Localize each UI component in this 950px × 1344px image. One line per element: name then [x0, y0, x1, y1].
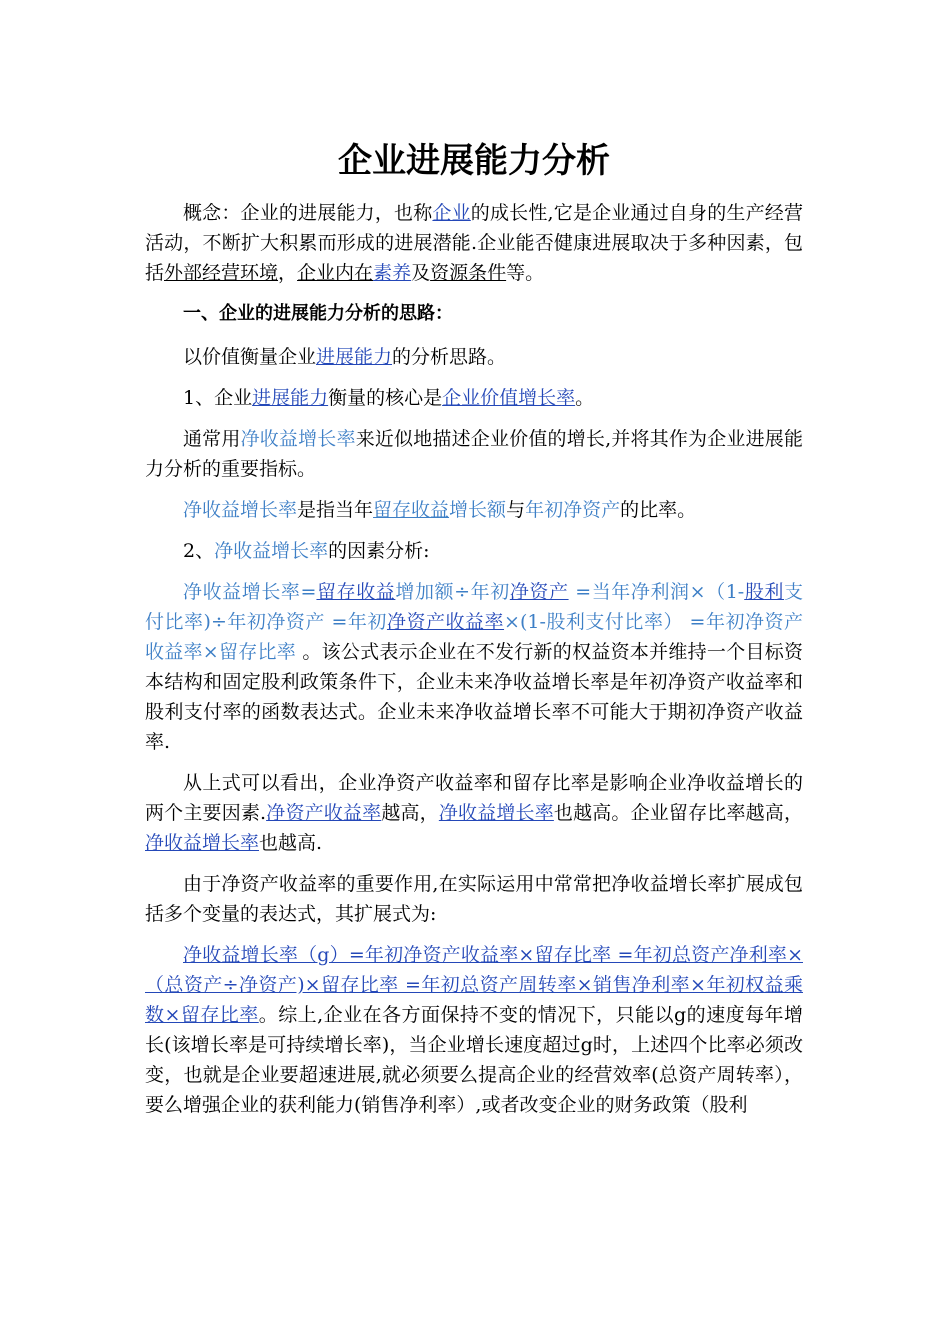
section-heading: 一、企业的进展能力分析的思路： [183, 303, 453, 324]
link-development-ability[interactable]: 进展能力 [252, 387, 329, 409]
term-increase: 增长额 [449, 499, 507, 521]
paragraph-point-1 [145, 383, 803, 413]
link-retained-earnings[interactable]: 留存收益 [373, 499, 450, 521]
text: 。 [575, 387, 595, 409]
formula-text: 净收益增长率= [183, 581, 317, 603]
paragraph-formula [145, 577, 803, 757]
link-dividend[interactable]: 股利 [744, 581, 784, 603]
link-retained-earnings[interactable]: 留存收益 [316, 581, 396, 603]
paragraph-approach [145, 342, 803, 372]
link-development-ability[interactable]: 进展能力 [316, 346, 393, 368]
link-expanded-formula[interactable]: 净收益增长率（g）=年初净资产收益率×留存比率 =年初总资产净利率×（总资产÷净资产)×留存比率 =年初总资产周转率×销售净利率×年初权益乘数×留存比率 [145, 944, 803, 1026]
paragraph-point-2 [145, 536, 803, 566]
formula-text: 支付比率)÷年初净资产 =年初 [145, 581, 804, 633]
text: 也越高. [259, 832, 323, 854]
text: 也越高。企业留存比率越高， [553, 802, 803, 824]
concept-paragraph [145, 198, 803, 288]
text: 以价值衡量企业 [183, 346, 317, 368]
link-internal[interactable]: 企业内在 [297, 262, 374, 284]
text: 从上式可以看出，企业净资产收益率和留存比率是影响企业净收益增长的两个主要因素. [145, 772, 803, 824]
text: 2、 [183, 540, 215, 562]
formula-text: ×(1-股利支付比率） =年初净资产收益率×留存比率 [145, 611, 803, 663]
text: 的比率。 [620, 499, 697, 521]
link-external-environment[interactable]: 外部经营环境 [164, 262, 279, 284]
link-roe[interactable]: 净资产收益率 [386, 611, 505, 633]
text: 衡量的核心是 [328, 387, 443, 409]
term-net-income-growth: 净收益增长率 [214, 540, 329, 562]
text: 等。 [506, 262, 545, 284]
text: 的因素分析: [328, 540, 430, 562]
link-net-income-growth[interactable]: 净收益增长率 [438, 802, 554, 824]
text: 是指当年 [297, 499, 374, 521]
link-net-assets[interactable]: 净资产 [509, 581, 569, 603]
paragraph-definition [145, 495, 803, 525]
text: 及 [411, 262, 431, 284]
paragraph-factors [145, 768, 803, 858]
link-value-growth-rate[interactable]: 企业价值增长率 [442, 387, 576, 409]
link-enterprise[interactable]: 企业 [432, 202, 471, 224]
term-net-income-growth: 净收益增长率 [183, 499, 298, 521]
link-resource[interactable]: 资源条件 [430, 262, 507, 284]
text: 通常用 [183, 428, 241, 450]
text: 概念：企业的进展能力，也称 [183, 202, 433, 224]
link-net-income-growth[interactable]: 净收益增长率 [145, 832, 260, 854]
term-initial-net-assets: 年初净资产 [525, 499, 621, 521]
formula-explanation: 。该公式表示企业在不发行新的权益资本并维持一个目标资本结构和固定股利政策条件下，企业未来净收益增长率是年初净资产收益率和股利支付率的函数表达式。企业未来净收益增长率不可能大于期初净资产收益率. [145, 641, 803, 753]
text: 。综上,企业在各方面保持不变的情况下，只能以g的速度每年增长(该增长率是可持续增长率)，当企业增长速度超过g时，上述四个比率必须改变，也就是企业要超速进展,就必须要么提高企业的经营效率(总资产周转率），要么增强企业的获利能力(销售净利率）,或者改变企业的财务政策（股利 [145, 1004, 803, 1116]
link-roe[interactable]: 净资产收益率 [266, 802, 382, 824]
formula-text: =当年净利润×（1- [568, 581, 745, 603]
text: 与 [506, 499, 526, 521]
text: ， [278, 262, 298, 284]
page-title: 企业进展能力分析 [338, 141, 610, 181]
text: 来近似地描述企业价值的增长,并将其作为企业进展能力分析的重要指标。 [145, 428, 803, 480]
text: 越高， [381, 802, 439, 824]
text: 1、企业 [183, 387, 253, 409]
link-quality[interactable]: 素养 [373, 262, 412, 284]
term-net-income-growth: 净收益增长率 [240, 428, 356, 450]
text: 的分析思路。 [392, 346, 507, 368]
paragraph-expanded-formula [145, 940, 803, 1120]
document-page [145, 136, 803, 1131]
paragraph-usually [145, 424, 803, 484]
text: 的成长性,它是企业通过自身的生产经营活动，不断扩大积累而形成的进展潜能.企业能否健康进展取决于多种因素，包括 [145, 202, 803, 284]
formula-text: 增加额÷年初 [395, 581, 510, 603]
paragraph-expansion: 由于净资产收益率的重要作用,在实际运用中常常把净收益增长率扩展成包括多个变量的表达式，其扩展式为: [145, 873, 803, 925]
